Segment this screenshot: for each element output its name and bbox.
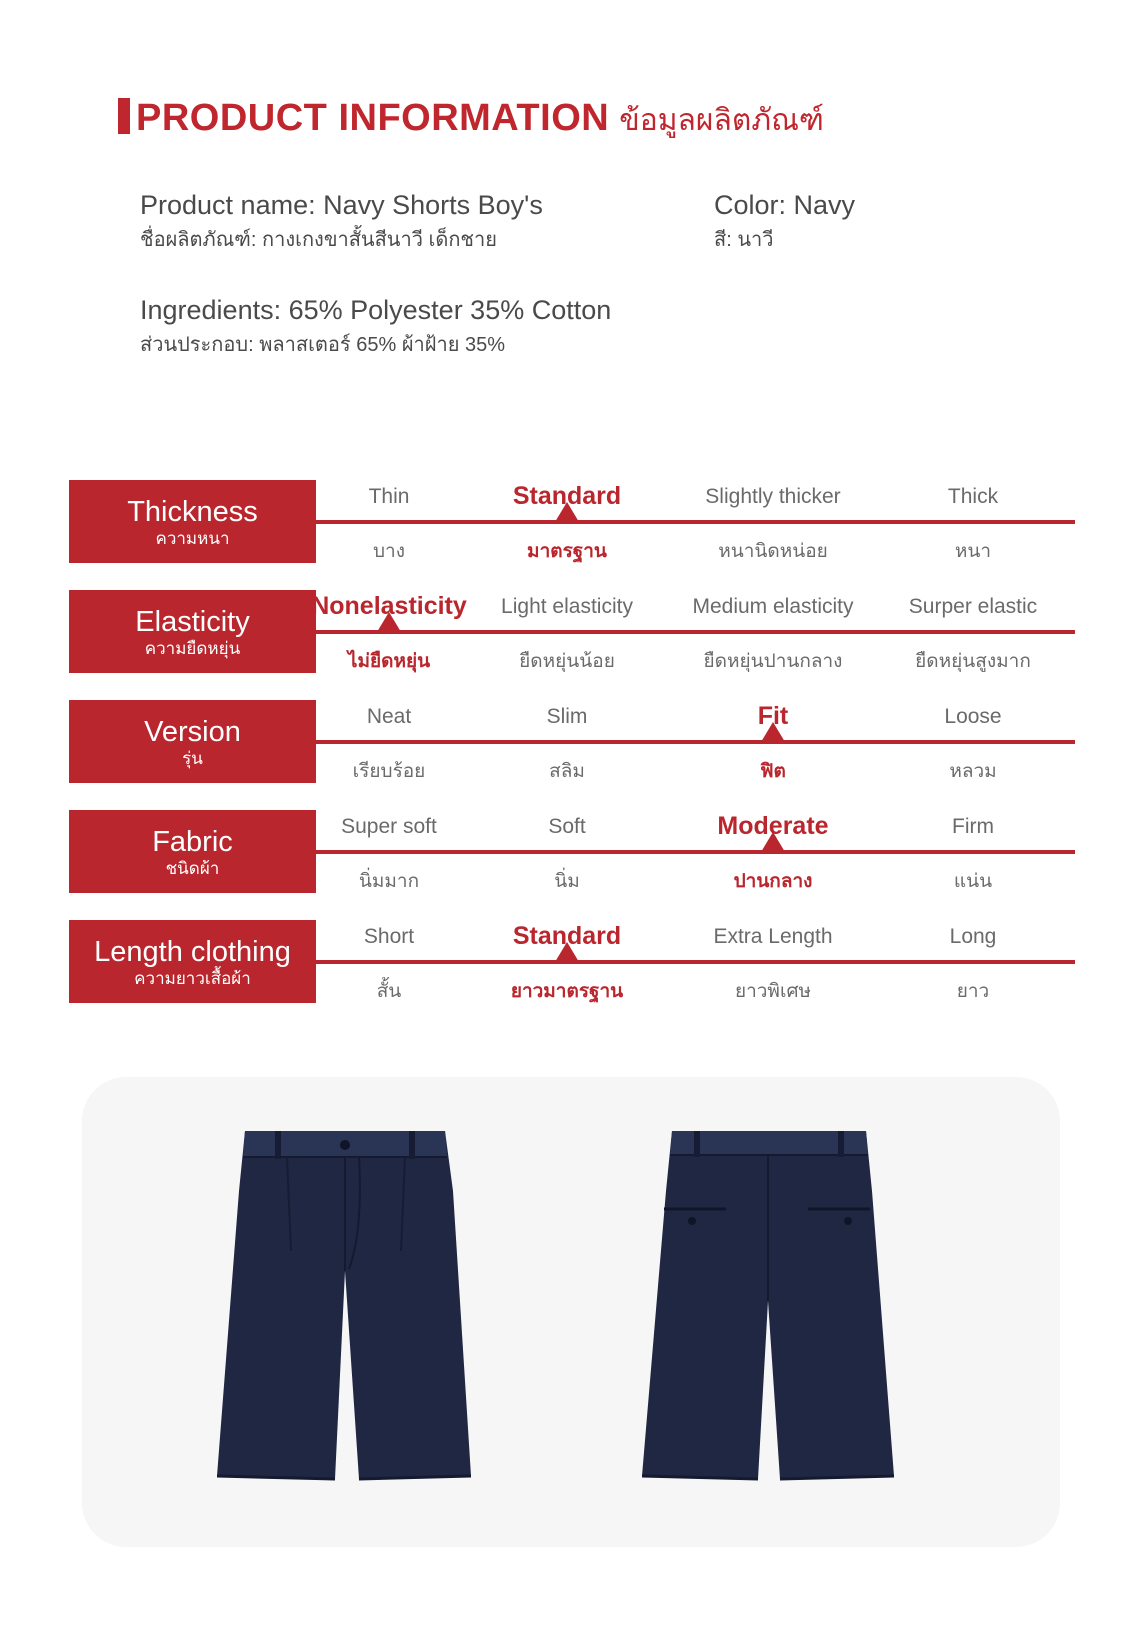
- option-label-th: หลวม: [949, 761, 997, 782]
- selection-marker-icon: [761, 722, 785, 742]
- attribute-label: [69, 920, 316, 1003]
- option-label-th: สลิม: [549, 761, 585, 782]
- scale-option: [472, 700, 662, 783]
- attribute-row: [69, 920, 1075, 1003]
- option-label-en: Nonelasticity: [311, 592, 467, 620]
- scale-option: [294, 700, 484, 783]
- option-label-th: มาตรฐาน: [527, 541, 607, 562]
- page-title-thai: ข้อมูลผลิตภัณฑ์: [619, 104, 824, 137]
- product-name-thai: ชื่อผลิตภัณฑ์: กางเกงขาสั้นสีนาวี เด็กชาย: [140, 229, 497, 251]
- attribute-label-en: Version: [144, 715, 241, 748]
- scale-option-selected: [678, 810, 868, 893]
- scale-option: [294, 920, 484, 1003]
- attribute-label: [69, 700, 316, 783]
- option-label-en: Thick: [947, 485, 999, 508]
- product-name-block: [140, 190, 543, 255]
- option-label-en: Standard: [512, 922, 622, 950]
- scale-option: [878, 700, 1068, 783]
- option-label-en: Long: [949, 925, 997, 948]
- option-label-en: Standard: [512, 482, 622, 510]
- attribute-label: [69, 590, 316, 673]
- option-label-th: ยืดหยุ่นปานกลาง: [703, 651, 843, 672]
- header-accent-bar: [118, 98, 130, 134]
- attribute-label-th: ความยืดหยุ่น: [144, 638, 241, 658]
- option-label-en: Slightly thicker: [705, 485, 841, 508]
- attribute-label-en: Thickness: [127, 495, 258, 528]
- color-block: [714, 190, 855, 255]
- option-label-th: ไม่ยืดหยุ่น: [347, 651, 431, 672]
- option-label-th: ยาวพิเศษ: [734, 981, 812, 1002]
- scale-option-selected: [472, 480, 662, 563]
- option-label-en: Firm: [952, 815, 994, 838]
- scale-option: [878, 590, 1068, 673]
- page-title: PRODUCT INFORMATION: [136, 97, 610, 139]
- option-label-th: นิ่มมาก: [358, 871, 420, 892]
- option-label-th: หนา: [954, 541, 992, 562]
- selection-marker-icon: [555, 942, 579, 962]
- scale-option: [472, 590, 662, 673]
- selection-marker-icon: [555, 502, 579, 522]
- scale-option: [294, 480, 484, 563]
- attribute-label-en: Fabric: [152, 825, 233, 858]
- option-label-en: Fit: [757, 702, 789, 730]
- attribute-label-th: รุ่น: [182, 748, 203, 768]
- option-label-th: นิ่ม: [554, 871, 580, 892]
- option-label-en: Medium elasticity: [692, 595, 854, 618]
- option-label-en: Loose: [944, 705, 1002, 728]
- attribute-label: [69, 810, 316, 893]
- scale-option-selected: [294, 590, 484, 673]
- attribute-label-en: Elasticity: [135, 605, 250, 638]
- option-label-th: ยาวมาตรฐาน: [510, 981, 624, 1002]
- option-label-th: แน่น: [953, 871, 993, 892]
- scale-option: [678, 590, 868, 673]
- option-label-th: ยืดหยุ่นสูงมาก: [915, 651, 1031, 672]
- scale-option: [472, 810, 662, 893]
- attribute-row: [69, 480, 1075, 563]
- attribute-label: [69, 480, 316, 563]
- product-color-thai: สี: นาวี: [714, 229, 774, 251]
- option-label-th: ยาว: [956, 981, 990, 1002]
- option-label-th: สั้น: [376, 981, 402, 1002]
- scale-option: [878, 480, 1068, 563]
- option-label-en: Moderate: [717, 812, 829, 840]
- option-label-th: เรียบร้อย: [352, 761, 426, 782]
- option-label-en: Light elasticity: [501, 595, 633, 618]
- attribute-label-th: ชนิดผ้า: [165, 858, 220, 878]
- attribute-row: [69, 590, 1075, 673]
- product-color: Color: Navy: [714, 190, 856, 220]
- navy-shorts-front-image: [217, 1131, 477, 1486]
- scale-option-selected: [678, 700, 868, 783]
- product-ingredients: Ingredients: 65% Polyester 35% Cotton: [140, 295, 612, 325]
- option-label-th: ปานกลาง: [733, 871, 813, 892]
- option-label-en: Slim: [546, 705, 588, 728]
- scale-option: [678, 920, 868, 1003]
- selection-marker-icon: [761, 832, 785, 852]
- page-header: [118, 94, 824, 144]
- option-label-th: ยืดหยุ่นน้อย: [519, 651, 615, 672]
- scale-option: [878, 920, 1068, 1003]
- navy-shorts-back-image: [642, 1131, 900, 1486]
- option-label-en: Surper elastic: [908, 595, 1038, 618]
- option-label-en: Short: [363, 925, 415, 948]
- selection-marker-icon: [377, 612, 401, 632]
- option-label-en: Super soft: [341, 815, 437, 838]
- option-label-en: Soft: [548, 815, 586, 838]
- option-label-en: Extra Length: [713, 925, 833, 948]
- scale-option: [878, 810, 1068, 893]
- attribute-row: [69, 700, 1075, 783]
- option-label-en: Thin: [368, 485, 410, 508]
- option-label-en: Neat: [366, 705, 412, 728]
- scale-option: [294, 810, 484, 893]
- option-label-th: บาง: [372, 541, 405, 562]
- ingredients-block: [140, 295, 611, 360]
- attribute-label-en: Length clothing: [94, 935, 291, 968]
- attribute-row: [69, 810, 1075, 893]
- option-label-th: ฟิต: [760, 761, 786, 782]
- attribute-label-th: ความยาวเสื้อผ้า: [134, 968, 251, 988]
- scale-option-selected: [472, 920, 662, 1003]
- option-label-th: หนานิดหน่อย: [718, 541, 828, 562]
- scale-option: [678, 480, 868, 563]
- product-photo-panel: [82, 1077, 1060, 1547]
- product-name: Product name: Navy Shorts Boy's: [140, 190, 543, 220]
- attribute-label-th: ความหนา: [155, 528, 230, 548]
- product-ingredients-thai: ส่วนประกอบ: พลาสเตอร์ 65% ผ้าฝ้าย 35%: [140, 334, 506, 356]
